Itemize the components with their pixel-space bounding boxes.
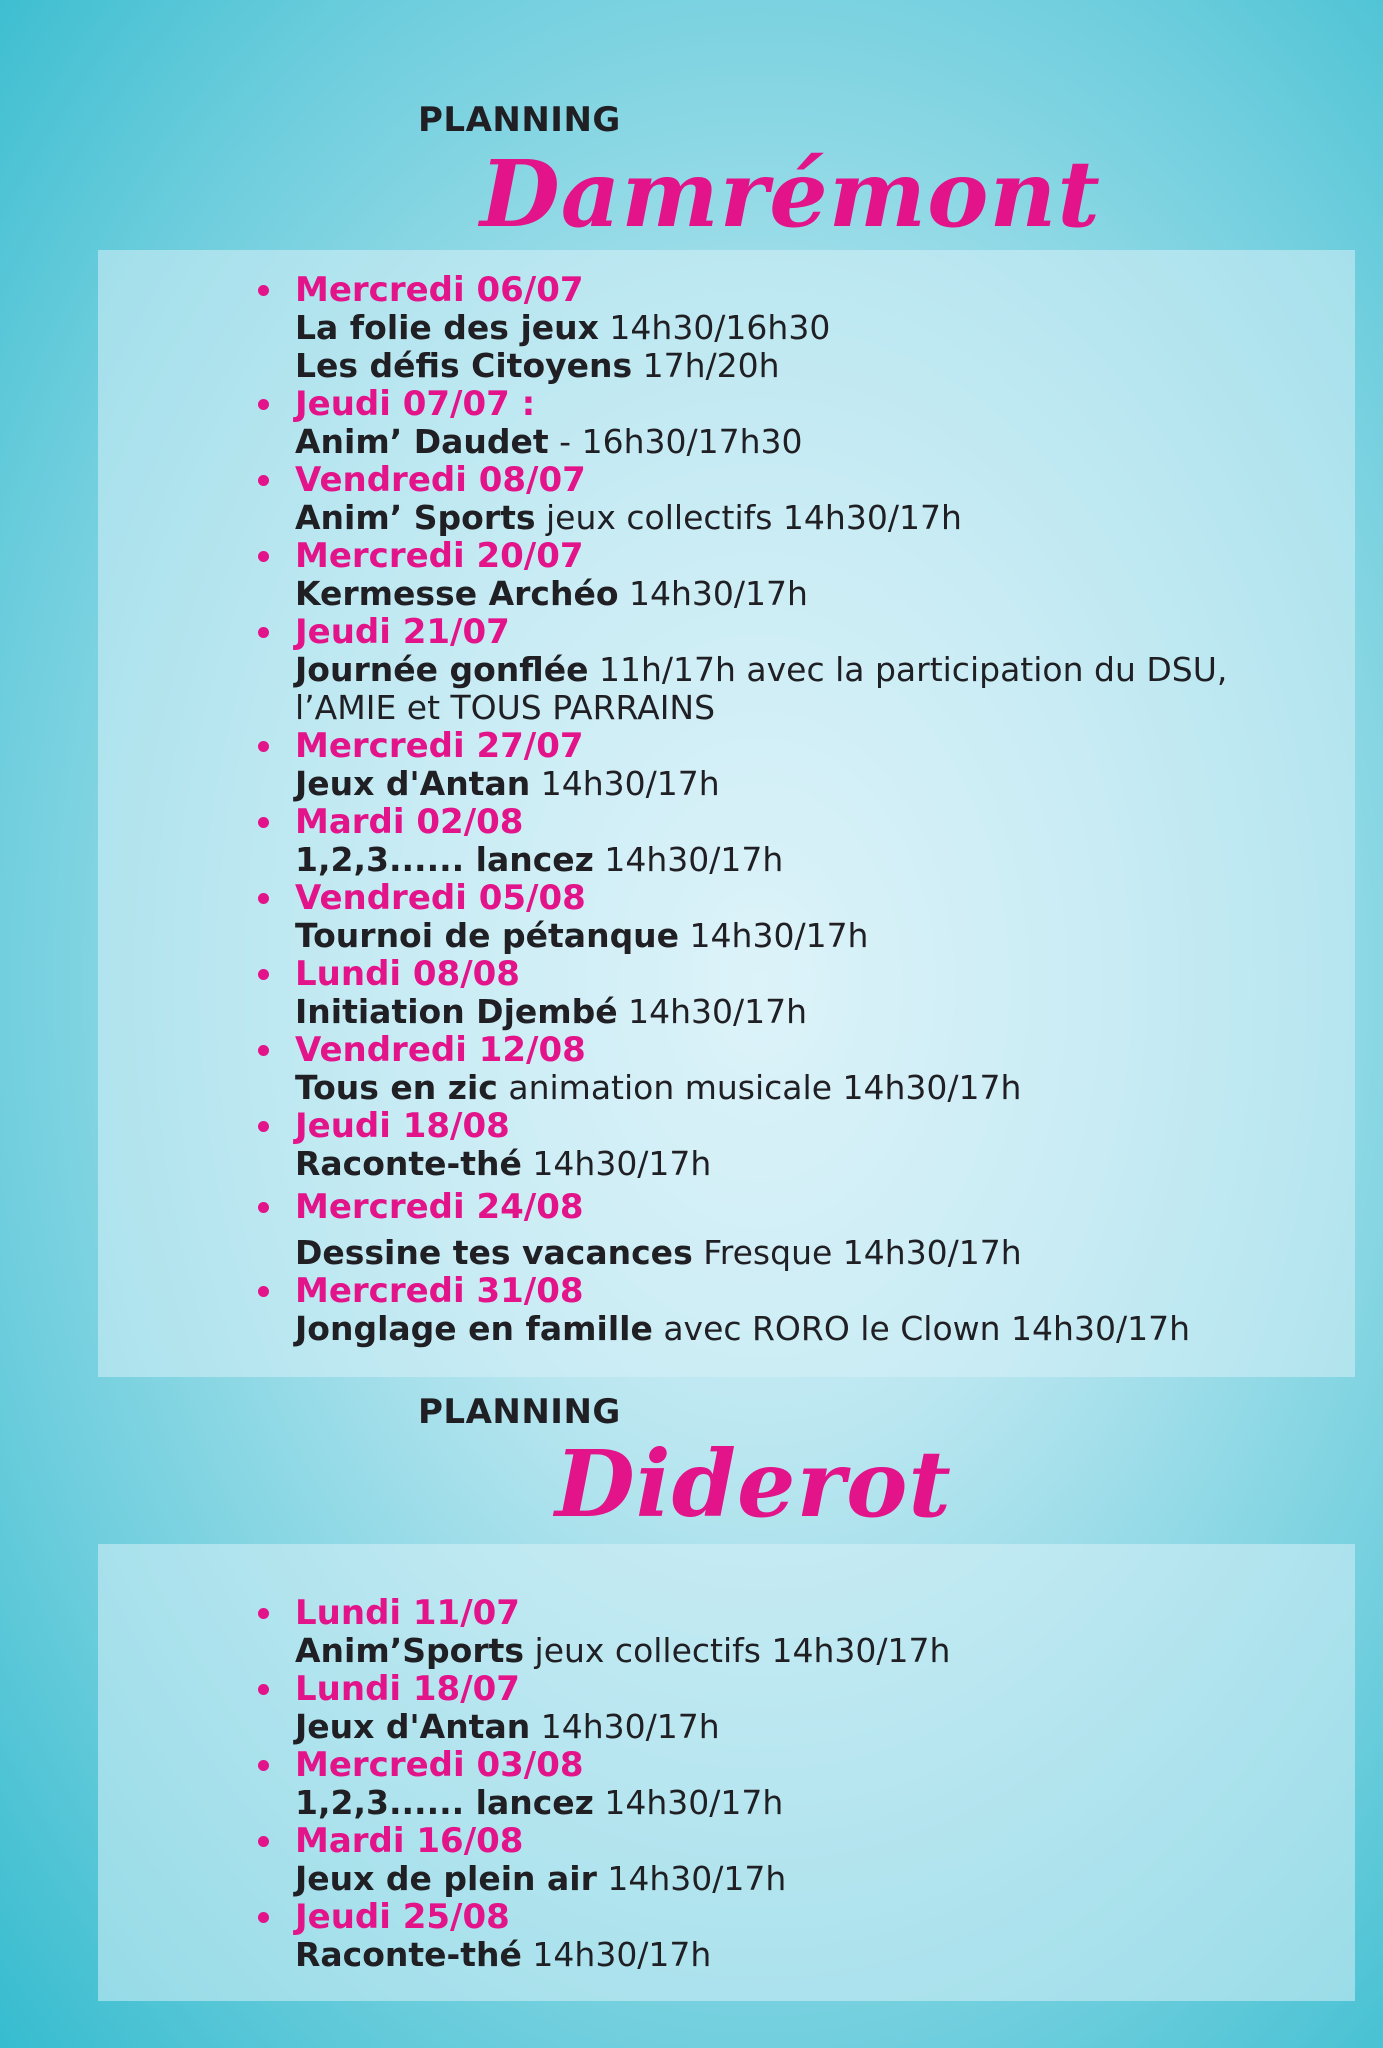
entry-date: Jeudi 07/07 :: [295, 384, 536, 424]
activity-line: [268, 1784, 1348, 1822]
activity-line: [268, 575, 1348, 613]
activity-name: Les défis Citoyens: [295, 346, 633, 385]
activity-detail: Fresque 14h30/17h: [692, 1233, 1022, 1272]
entry-date: Lundi 18/07: [295, 1669, 520, 1709]
activity-name: Jeux de plein air: [295, 1859, 597, 1898]
planning-label: PLANNING: [418, 100, 621, 140]
activity-line: [268, 1860, 1348, 1898]
section-title-damremont: Damrémont: [480, 140, 1101, 248]
activity-detail: 11h/17h avec la participation du DSU,: [588, 650, 1228, 689]
bullet-icon: [258, 1121, 269, 1132]
schedule-entry: [268, 1898, 1348, 1974]
activity-detail: 14h30/17h: [679, 916, 869, 955]
schedule-entry: [268, 461, 1348, 537]
activity-name: 1,2,3...... lancez: [295, 840, 594, 879]
activity-detail: 14h30/17h: [593, 1783, 784, 1822]
bullet-icon: [258, 969, 269, 980]
activity-name: Anim’Sports: [295, 1631, 525, 1670]
activity-line: [268, 1234, 1348, 1272]
activity-line: [268, 917, 1348, 955]
schedule-entry: [268, 385, 1348, 461]
activity-detail: jeux collectifs 14h30/17h: [524, 1631, 951, 1670]
activity-line: [268, 499, 1348, 537]
activity-line: [268, 689, 1348, 727]
entry-date: Jeudi 18/08: [295, 1106, 510, 1146]
bullet-icon: [258, 475, 269, 486]
activity-detail: jeux collectifs 14h30/17h: [535, 498, 962, 537]
entry-date: Vendredi 08/07: [295, 460, 586, 500]
activity-line: [268, 1708, 1348, 1746]
schedule-entry: [268, 1822, 1348, 1898]
activity-detail: l’AMIE et TOUS PARRAINS: [295, 688, 716, 727]
schedule-entry: [268, 803, 1348, 879]
bullet-icon: [258, 627, 269, 638]
schedule-entry: [268, 1031, 1348, 1107]
activity-line: [268, 1936, 1348, 1974]
schedule-entry: [268, 1594, 1348, 1670]
bullet-icon: [258, 1912, 269, 1923]
activity-line: [268, 347, 1348, 385]
activity-line: [268, 309, 1348, 347]
entry-date: Mardi 16/08: [295, 1821, 524, 1861]
activity-detail: - 16h30/17h30: [548, 422, 803, 461]
activity-name: Raconte-thé: [295, 1144, 522, 1183]
planning-label: PLANNING: [418, 1392, 621, 1432]
activity-detail: avec RORO le Clown 14h30/17h: [652, 1309, 1190, 1348]
schedule-entry: [268, 879, 1348, 955]
activity-line: [268, 1310, 1348, 1348]
activity-name: Kermesse Archéo: [295, 574, 619, 613]
entry-date: Lundi 11/07: [295, 1593, 520, 1633]
bullet-icon: [258, 1202, 269, 1213]
bullet-icon: [258, 399, 269, 410]
schedule-entry: [268, 1188, 1348, 1272]
entry-date: Mercredi 06/07: [295, 270, 584, 310]
bullet-icon: [258, 817, 269, 828]
schedule-entry: [268, 613, 1348, 727]
entry-date: Mercredi 03/08: [295, 1745, 584, 1785]
bullet-icon: [258, 741, 269, 752]
activity-detail: 14h30/17h: [530, 1707, 720, 1746]
activity-detail: 14h30/17h: [530, 764, 720, 803]
activity-detail: animation musicale 14h30/17h: [497, 1068, 1022, 1107]
activity-name: 1,2,3...... lancez: [295, 1783, 594, 1822]
activity-name: Anim’ Daudet: [295, 422, 549, 461]
entry-date: Mercredi 24/08: [295, 1187, 584, 1227]
activity-line: [268, 841, 1348, 879]
activity-detail: 14h30/17h: [618, 574, 808, 613]
bullet-icon: [258, 1836, 269, 1847]
bullet-icon: [258, 285, 269, 296]
activity-detail: 14h30/17h: [521, 1144, 712, 1183]
activity-name: Jonglage en famille: [295, 1309, 653, 1348]
activity-name: Jeux d'Antan: [295, 1707, 531, 1746]
schedule-list-diderot: [268, 1594, 1348, 1974]
schedule-entry: [268, 1746, 1348, 1822]
schedule-entry: [268, 727, 1348, 803]
schedule-entry: [268, 537, 1348, 613]
bullet-icon: [258, 893, 269, 904]
activity-detail: 14h30/17h: [521, 1935, 712, 1974]
activity-name: Jeux d'Antan: [295, 764, 531, 803]
activity-line: [268, 1145, 1348, 1183]
entry-date: Mardi 02/08: [295, 802, 524, 842]
schedule-entry: [268, 271, 1348, 385]
bullet-icon: [258, 1286, 269, 1297]
activity-line: [268, 1069, 1348, 1107]
entry-date: Vendredi 12/08: [295, 1030, 586, 1070]
entry-date: Mercredi 31/08: [295, 1271, 584, 1311]
bullet-icon: [258, 1045, 269, 1056]
schedule-entry: [268, 1107, 1348, 1183]
activity-line: [268, 765, 1348, 803]
activity-detail: 14h30/17h: [596, 1859, 787, 1898]
activity-name: Tournoi de pétanque: [295, 916, 680, 955]
activity-line: [268, 1632, 1348, 1670]
activity-line: [268, 651, 1348, 689]
activity-name: Raconte-thé: [295, 1935, 522, 1974]
activity-detail: 14h30/17h: [593, 840, 784, 879]
activity-name: Tous en zic: [295, 1068, 498, 1107]
activity-name: Dessine tes vacances: [295, 1233, 693, 1272]
schedule-entry: [268, 1272, 1348, 1348]
activity-detail: 17h/20h: [632, 346, 780, 385]
entry-date: Mercredi 20/07: [295, 536, 584, 576]
entry-date: Lundi 08/08: [295, 954, 520, 994]
activity-detail: 14h30/16h30: [598, 308, 831, 347]
activity-detail: 14h30/17h: [617, 992, 808, 1031]
schedule-entry: [268, 955, 1348, 1031]
activity-name: Anim’ Sports: [295, 498, 536, 537]
activity-name: La folie des jeux: [295, 308, 599, 347]
bullet-icon: [258, 551, 269, 562]
entry-date: Jeudi 25/08: [295, 1897, 510, 1937]
section-title-diderot: Diderot: [555, 1430, 952, 1538]
entry-date: Jeudi 21/07: [295, 612, 510, 652]
entry-date: Vendredi 05/08: [295, 878, 586, 918]
activity-line: [268, 993, 1348, 1031]
activity-name: Journée gonflée: [295, 650, 589, 689]
entry-date: Mercredi 27/07: [295, 726, 584, 766]
bullet-icon: [258, 1608, 269, 1619]
schedule-entry: [268, 1670, 1348, 1746]
schedule-list-damremont: [268, 271, 1348, 1348]
bullet-icon: [258, 1684, 269, 1695]
activity-name: Initiation Djembé: [295, 992, 618, 1031]
bullet-icon: [258, 1760, 269, 1771]
activity-line: [268, 423, 1348, 461]
